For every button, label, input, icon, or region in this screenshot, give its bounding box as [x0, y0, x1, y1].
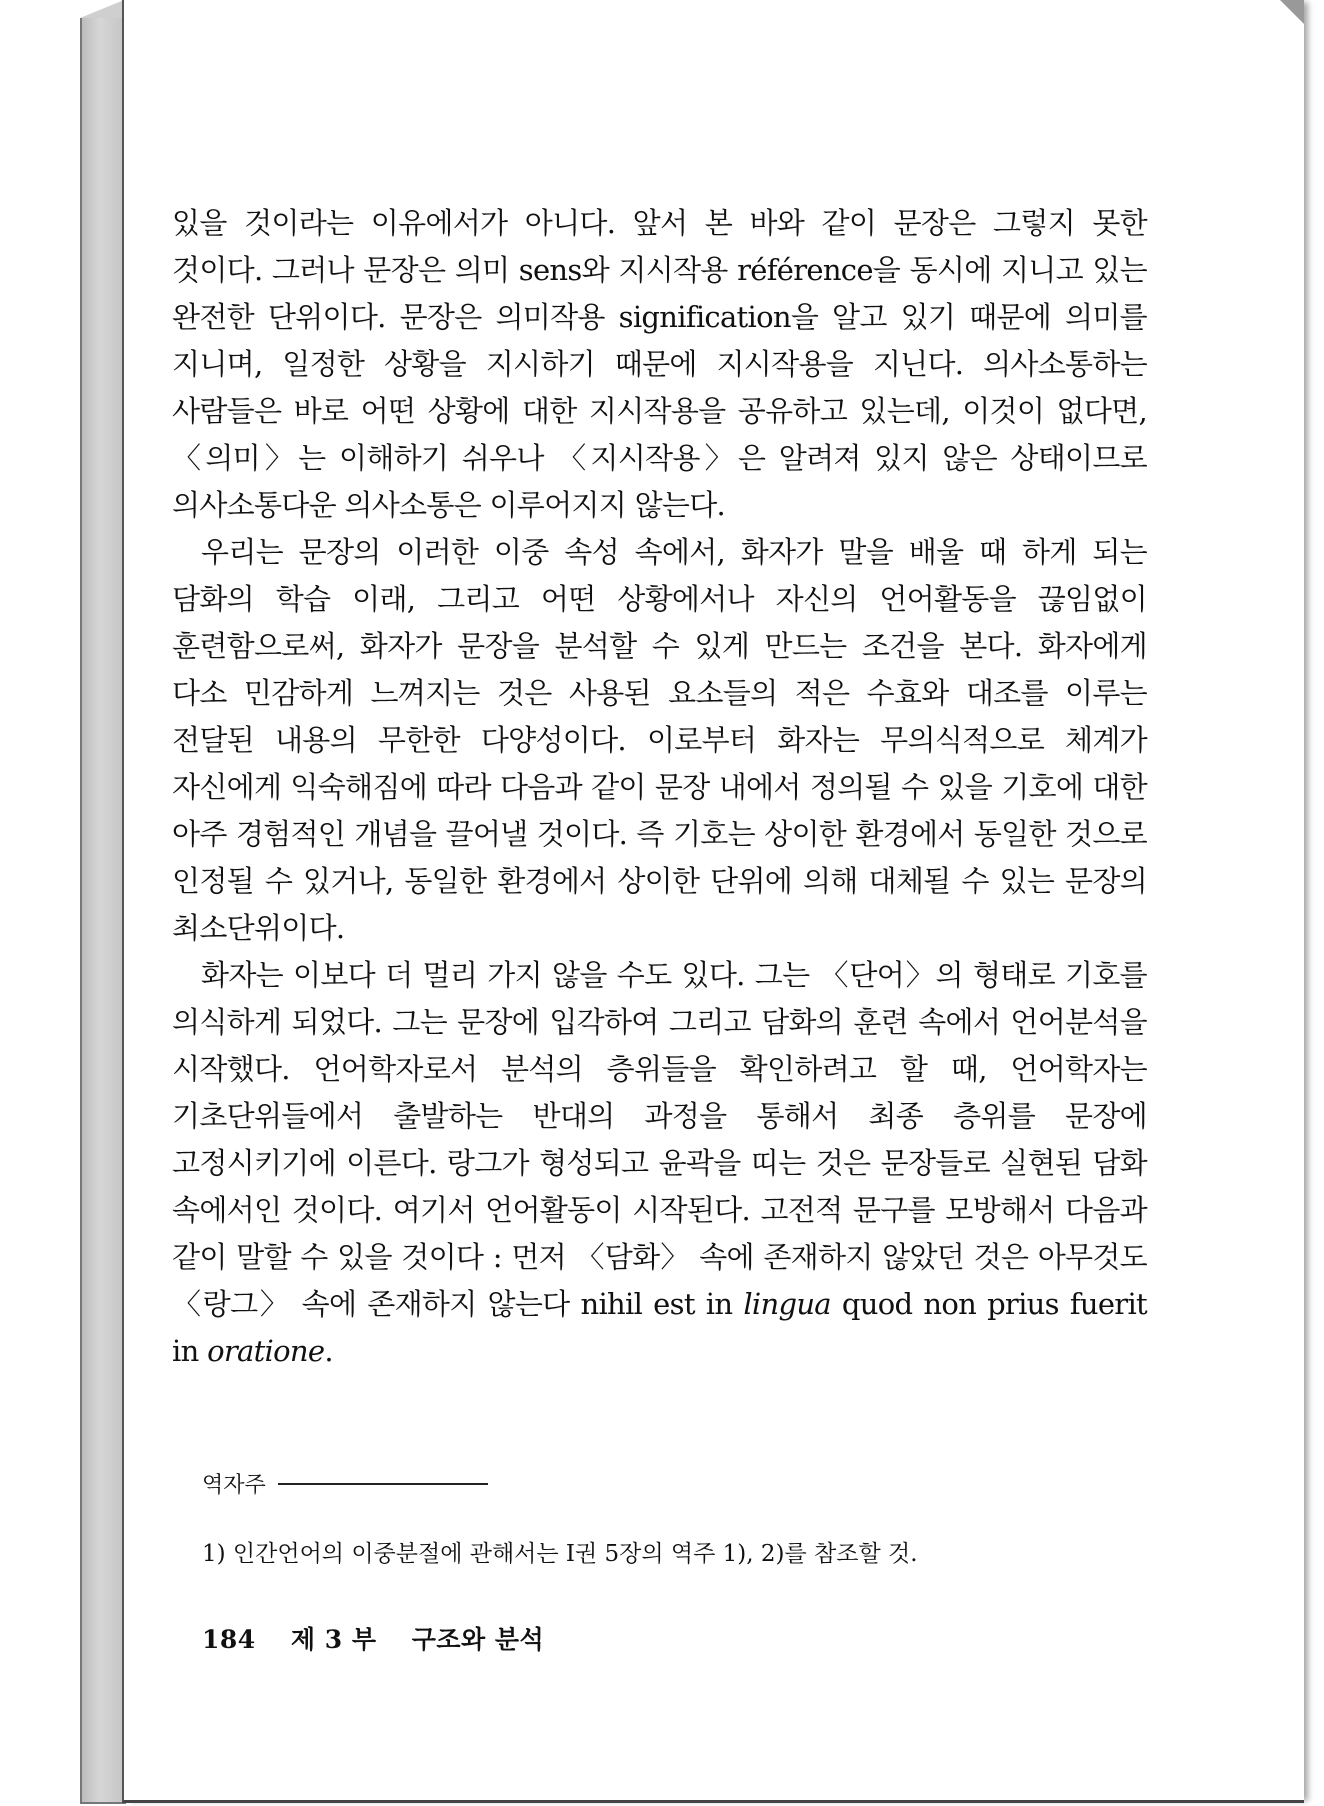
footnote-heading [202, 1468, 622, 1499]
footnote-heading-label: 역자주 [202, 1473, 266, 1498]
paragraph-3-text: 화자는 이보다 더 멀리 가지 않을 수도 있다. 그는 〈단어〉의 형태로 기호를 의식하게 되었다. 그는 문장에 입각하여 그리고 담화의 훈련 속에서 언어분석을 시작했다. 언어학자로서 분석의 층위들을 확인하려고 할 때, 언어학자는 기초단위들에서 출발하는 반대의 과정을 통해서 최종 층위를 문장에 고정시키기에 이른다. 랑그가 형성되고 윤곽을 띠는 것은 문장들로 실현된 담화 속에서인 것이다. 여기서 언어활동이 시작된다. 고전적 문구를 모방해서 다음과 같이 말할 수 있을 것이다 : 먼저 〈담화〉 속에 존재하지 않았던 것은 아무것도 〈랑그〉 속에 존재하지 않는다 [172, 958, 1147, 1321]
book-spine-edge [80, 18, 126, 1804]
paragraph-3 [172, 952, 1147, 1375]
footnote-rule [278, 1483, 488, 1485]
latin-quote-oratione: oratione [207, 1334, 325, 1368]
running-footer [202, 1620, 802, 1656]
part-label: 제 3 부 [290, 1625, 377, 1654]
latin-quote-end: . [324, 1334, 333, 1368]
latin-quote-part2: quod non prius fuerit in [172, 1287, 1147, 1368]
paragraph-2: 우리는 문장의 이러한 이중 속성 속에서, 화자가 말을 배울 때 하게 되는 담화의 학습 이래, 그리고 어떤 상황에서나 자신의 언어활동을 끊임없이 훈련함으로써, 화자가 문장을 분석할 수 있게 만드는 조건을 본다. 화자에게 다소 민감하게 느껴지는 것은 사용된 요소들의 적은 수효와 대조를 이루는 전달된 내용의 무한한 다양성이다. 이로부터 화자는 무의식적으로 체계가 자신에게 익숙해짐에 따라 다음과 같이 문장 내에서 정의될 수 있을 기호에 대한 아주 경험적인 개념을 끌어낼 것이다. 즉 기호는 상이한 환경에서 동일한 것으로 인정될 수 있거나, 동일한 환경에서 상이한 단위에 의해 대체될 수 있는 문장의 최소단위이다. [172, 535, 1147, 945]
section-title: 구조와 분석 [411, 1625, 545, 1654]
latin-quote-part1: nihil est in [569, 1287, 744, 1321]
body-text [172, 200, 1147, 1375]
paragraph-1: 있을 것이라는 이유에서가 아니다. 앞서 본 바와 같이 문장은 그렇지 못한 것이다. 그러나 문장은 의미 sens와 지시작용 référence을 동시에 지니고 있는 완전한 단위이다. 문장은 의미작용 signification을 알고 있기 때문에 의미를 지니며, 일정한 상황을 지시하기 때문에 지시작용을 지닌다. 의사소통하는 사람들은 바로 어떤 상황에 대한 지시작용을 공유하고 있는데, 이것이 없다면, 〈의미〉는 이해하기 쉬우나 〈지시작용〉은 알려져 있지 않은 상태이므로 의사소통다운 의사소통은 이루어지지 않는다. [172, 206, 1147, 522]
page-number: 184 [202, 1625, 256, 1654]
book-edge-top [80, 0, 124, 18]
footnote-item: 1) 인간언어의 이중분절에 관해서는 Ⅰ권 5장의 역주 1), 2)를 참조할 것. [202, 1541, 918, 1567]
page-corner [1280, 0, 1304, 24]
latin-quote-lingua: lingua [743, 1287, 831, 1321]
